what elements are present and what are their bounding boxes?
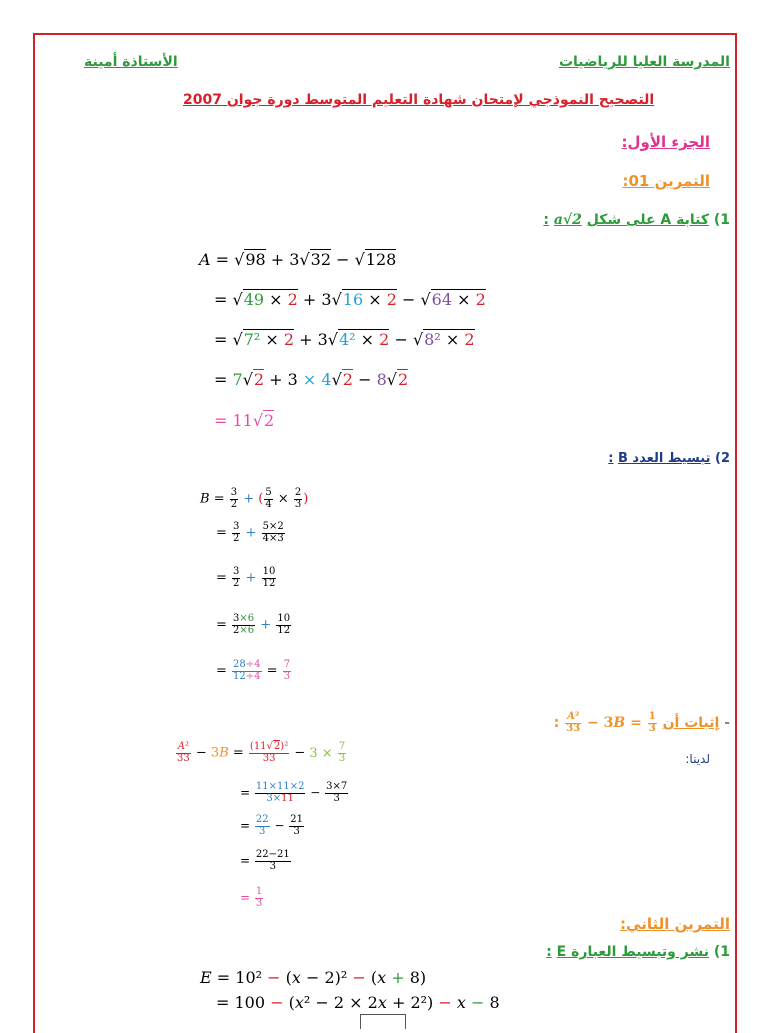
ex2-title: التمرين الثاني: <box>620 915 730 933</box>
c-line-1: $\frac{\text{A²}}{33}$ − 3B = $\frac{\text{(11√2)²}}{33}$ − 3 × $\frac{7}{3}$ <box>177 741 346 764</box>
ex1-q3-heading <box>554 712 730 734</box>
q2-number: 2) <box>715 451 730 466</box>
ex1-q1-heading <box>543 212 730 228</box>
part1-title: الجزء الأول: <box>621 133 710 151</box>
b-line-5: = $\frac{28\div 4}{12\div 4}$ = $\frac{7}{3}$ <box>216 659 291 682</box>
q3-dash: - <box>724 715 730 731</box>
school-name: المدرسة العليا للرياضيات <box>558 54 730 70</box>
b-line-2: = $\frac{3}{2}$ + $\frac{5\times 2}{4\times 3}$ <box>216 521 284 544</box>
q3-colon: : <box>553 715 560 731</box>
c-line-3: = $\frac{22}{3}$ − $\frac{21}{3}$ <box>240 814 304 837</box>
a-result: = 11√2 <box>214 411 275 430</box>
q3-text: إثبات أن <box>662 715 720 731</box>
cutoff-box <box>360 1014 406 1029</box>
q1-text: كتابة A على شكل <box>586 212 709 228</box>
a-line-4: = 7√2 + 3 × 4√2 − 8√2 <box>214 370 409 389</box>
ex2-q1-number: 1) <box>713 944 730 960</box>
ladayna-label: لدينا: <box>685 752 710 766</box>
teacher-name: الأستاذة أمينة <box>84 54 178 70</box>
q2-colon: : <box>608 451 614 466</box>
c-line-2: = $\frac{11\times 11\times 2}{3\times 11}$ − $\frac{3\times 7}{3}$ <box>240 781 348 804</box>
a-line-3: = √7² × 2 + 3√4² × 2 − √8² × 2 <box>214 330 475 349</box>
q2-text: تبسيط العدد B <box>617 451 711 466</box>
c-line-4: = $\frac{22-21}{3}$ <box>240 849 290 872</box>
ex1-q2-heading <box>608 451 730 466</box>
doc-title: التصحيح النموذجي لإمتحان شهادة التعليم المتوسط دورة جوان 2007 <box>183 92 655 108</box>
q1-colon: : <box>543 212 550 228</box>
b-line-4: = $\frac{3\times 6}{2\times 6}$ + $\frac{10}{12}$ <box>216 613 291 636</box>
b-line-1: B = $\frac{3}{2}$ + ( $\frac{5}{4}$ × $\frac{2}{3}$ ) <box>200 487 309 510</box>
ex2-q1-colon: : <box>546 944 552 960</box>
e-line-1: E = 10² − (x − 2)² − (x + 8) <box>200 968 427 987</box>
q1-form: a√2 <box>553 212 582 228</box>
ex2-q1-heading <box>546 944 730 960</box>
ex1-title: التمرين 01: <box>622 172 710 190</box>
q1-number: 1) <box>713 212 730 228</box>
a-line-2: = √49 × 2 + 3√16 × 2 − √64 × 2 <box>214 290 486 309</box>
b-line-3: = $\frac{3}{2}$ + $\frac{10}{12}$ <box>216 566 276 589</box>
c-result: = $\frac{1}{3}$ <box>240 886 263 909</box>
a-line-1: A = √98 + 3√32 − √128 <box>199 250 397 269</box>
q3-formula: $\frac{\text{A²}}{33}$ − 3B = $\frac{1}{3}$ <box>566 711 656 734</box>
e-line-2: = 100 − (x² − 2 × 2x + 2²) − x − 8 <box>216 993 500 1012</box>
ex2-q1-text: نشر وتبسيط العبارة E <box>556 944 709 960</box>
